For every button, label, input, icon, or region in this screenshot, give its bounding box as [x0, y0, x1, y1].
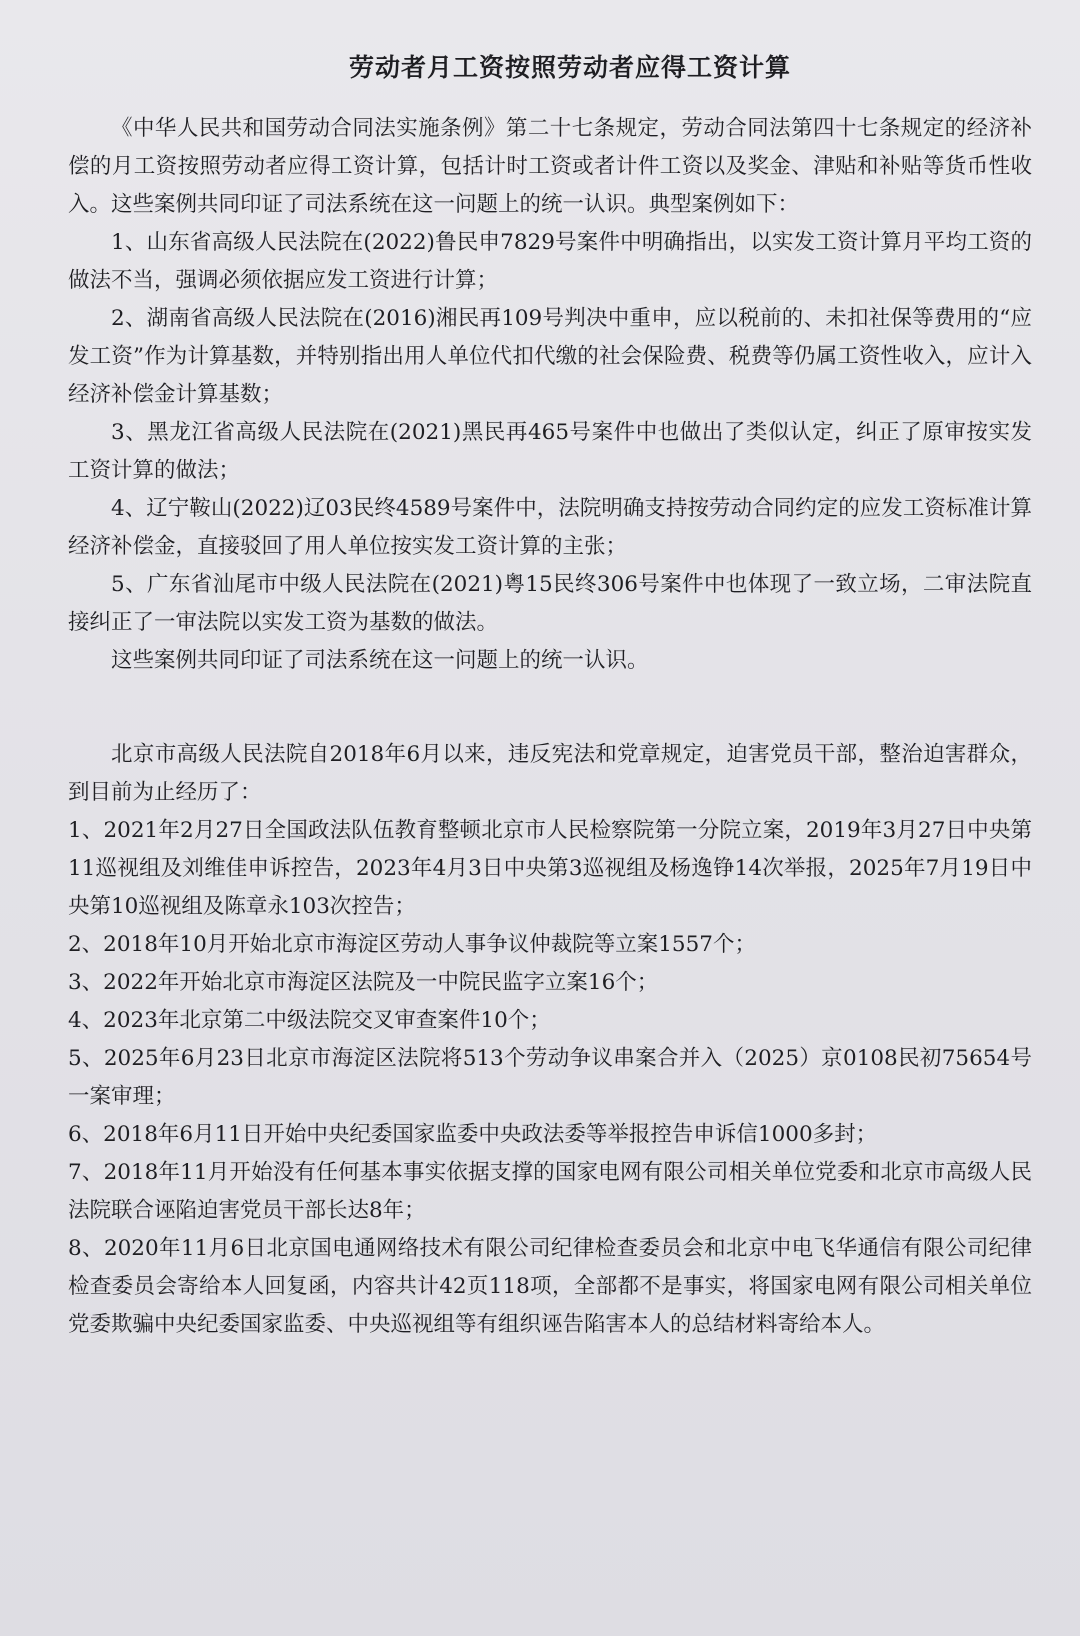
event-item-3: 3、2022年开始北京市海淀区法院及一中院民监字立案16个； — [68, 970, 659, 995]
part2-intro: 北京市高级人民法院自2018年6月以来，违反宪法和党章规定，迫害党员干部，整治迫害群众，到目前为止经历了： — [68, 742, 1032, 805]
section-gap — [68, 680, 1032, 736]
case-item-2: 2、湖南省高级人民法院在(2016)湘民再109号判决中重申，应以税前的、未扣社保等费用的“应发工资”作为计算基数，并特别指出用人单位代扣代缴的社会保险费、税费等仍属工资性收入，应计入经济补偿金计算基数； — [68, 306, 1032, 407]
case-item-5: 5、广东省汕尾市中级人民法院在(2021)粤15民终306号案件中也体现了一致立场，二审法院直接纠正了一审法院以实发工资为基数的做法。 — [68, 572, 1032, 635]
case-item-4: 4、辽宁鞍山(2022)辽03民终4589号案件中，法院明确支持按劳动合同约定的应发工资标准计算经济补偿金，直接驳回了用人单位按实发工资计算的主张； — [68, 496, 1032, 559]
event-item-7: 7、2018年11月开始没有任何基本事实依据支撑的国家电网有限公司相关单位党委和北京市高级人民法院联合诬陷迫害党员干部长达8年； — [68, 1160, 1032, 1223]
case-item-3: 3、黑龙江省高级人民法院在(2021)黑民再465号案件中也做出了类似认定，纠正了原审按实发工资计算的做法； — [68, 420, 1032, 483]
event-item-2: 2、2018年10月开始北京市海淀区劳动人事争议仲裁院等立案1557个； — [68, 932, 756, 957]
event-item-5: 5、2025年6月23日北京市海淀区法院将513个劳动争议串案合并入（2025）京0108民初75654号一案审理； — [68, 1046, 1032, 1109]
event-item-4: 4、2023年北京第二中级法院交叉审查案件10个； — [68, 1008, 551, 1033]
event-item-1: 1、2021年2月27日全国政法队伍教育整顿北京市人民检察院第一分院立案，2019年3月27日中央第11巡视组及刘维佳申诉控告，2023年4月3日中央第3巡视组及杨逸铮14次举报，2025年7月19日中央第10巡视组及陈章永103次控告； — [68, 818, 1032, 919]
document-title: 劳动者月工资按照劳动者应得工资计算 — [348, 53, 791, 82]
part1-intro: 《中华人民共和国劳动合同法实施条例》第二十七条规定，劳动合同法第四十七条规定的经济补偿的月工资按照劳动者应得工资计算，包括计时工资或者计件工资以及奖金、津贴和补贴等货币性收入。这些案例共同印证了司法系统在这一问题上的统一认识。典型案例如下： — [68, 116, 1032, 217]
part1-conclusion: 这些案例共同印证了司法系统在这一问题上的统一认识。 — [111, 648, 649, 673]
event-item-6: 6、2018年6月11日开始中央纪委国家监委中央政法委等举报控告申诉信1000多封； — [68, 1122, 878, 1147]
event-item-8: 8、2020年11月6日北京国电通网络技术有限公司纪律检查委员会和北京中电飞华通信有限公司纪律检查委员会寄给本人回复函，内容共计42页118项，全部都不是事实，将国家电网有限公司相关单位党委欺骗中央纪委国家监委、中央巡视组等有组织诬告陷害本人的总结材料寄给本人。 — [68, 1236, 1032, 1337]
case-item-1: 1、山东省高级人民法院在(2022)鲁民申7829号案件中明确指出，以实发工资计算月平均工资的做法不当，强调必须依据应发工资进行计算； — [68, 230, 1032, 293]
